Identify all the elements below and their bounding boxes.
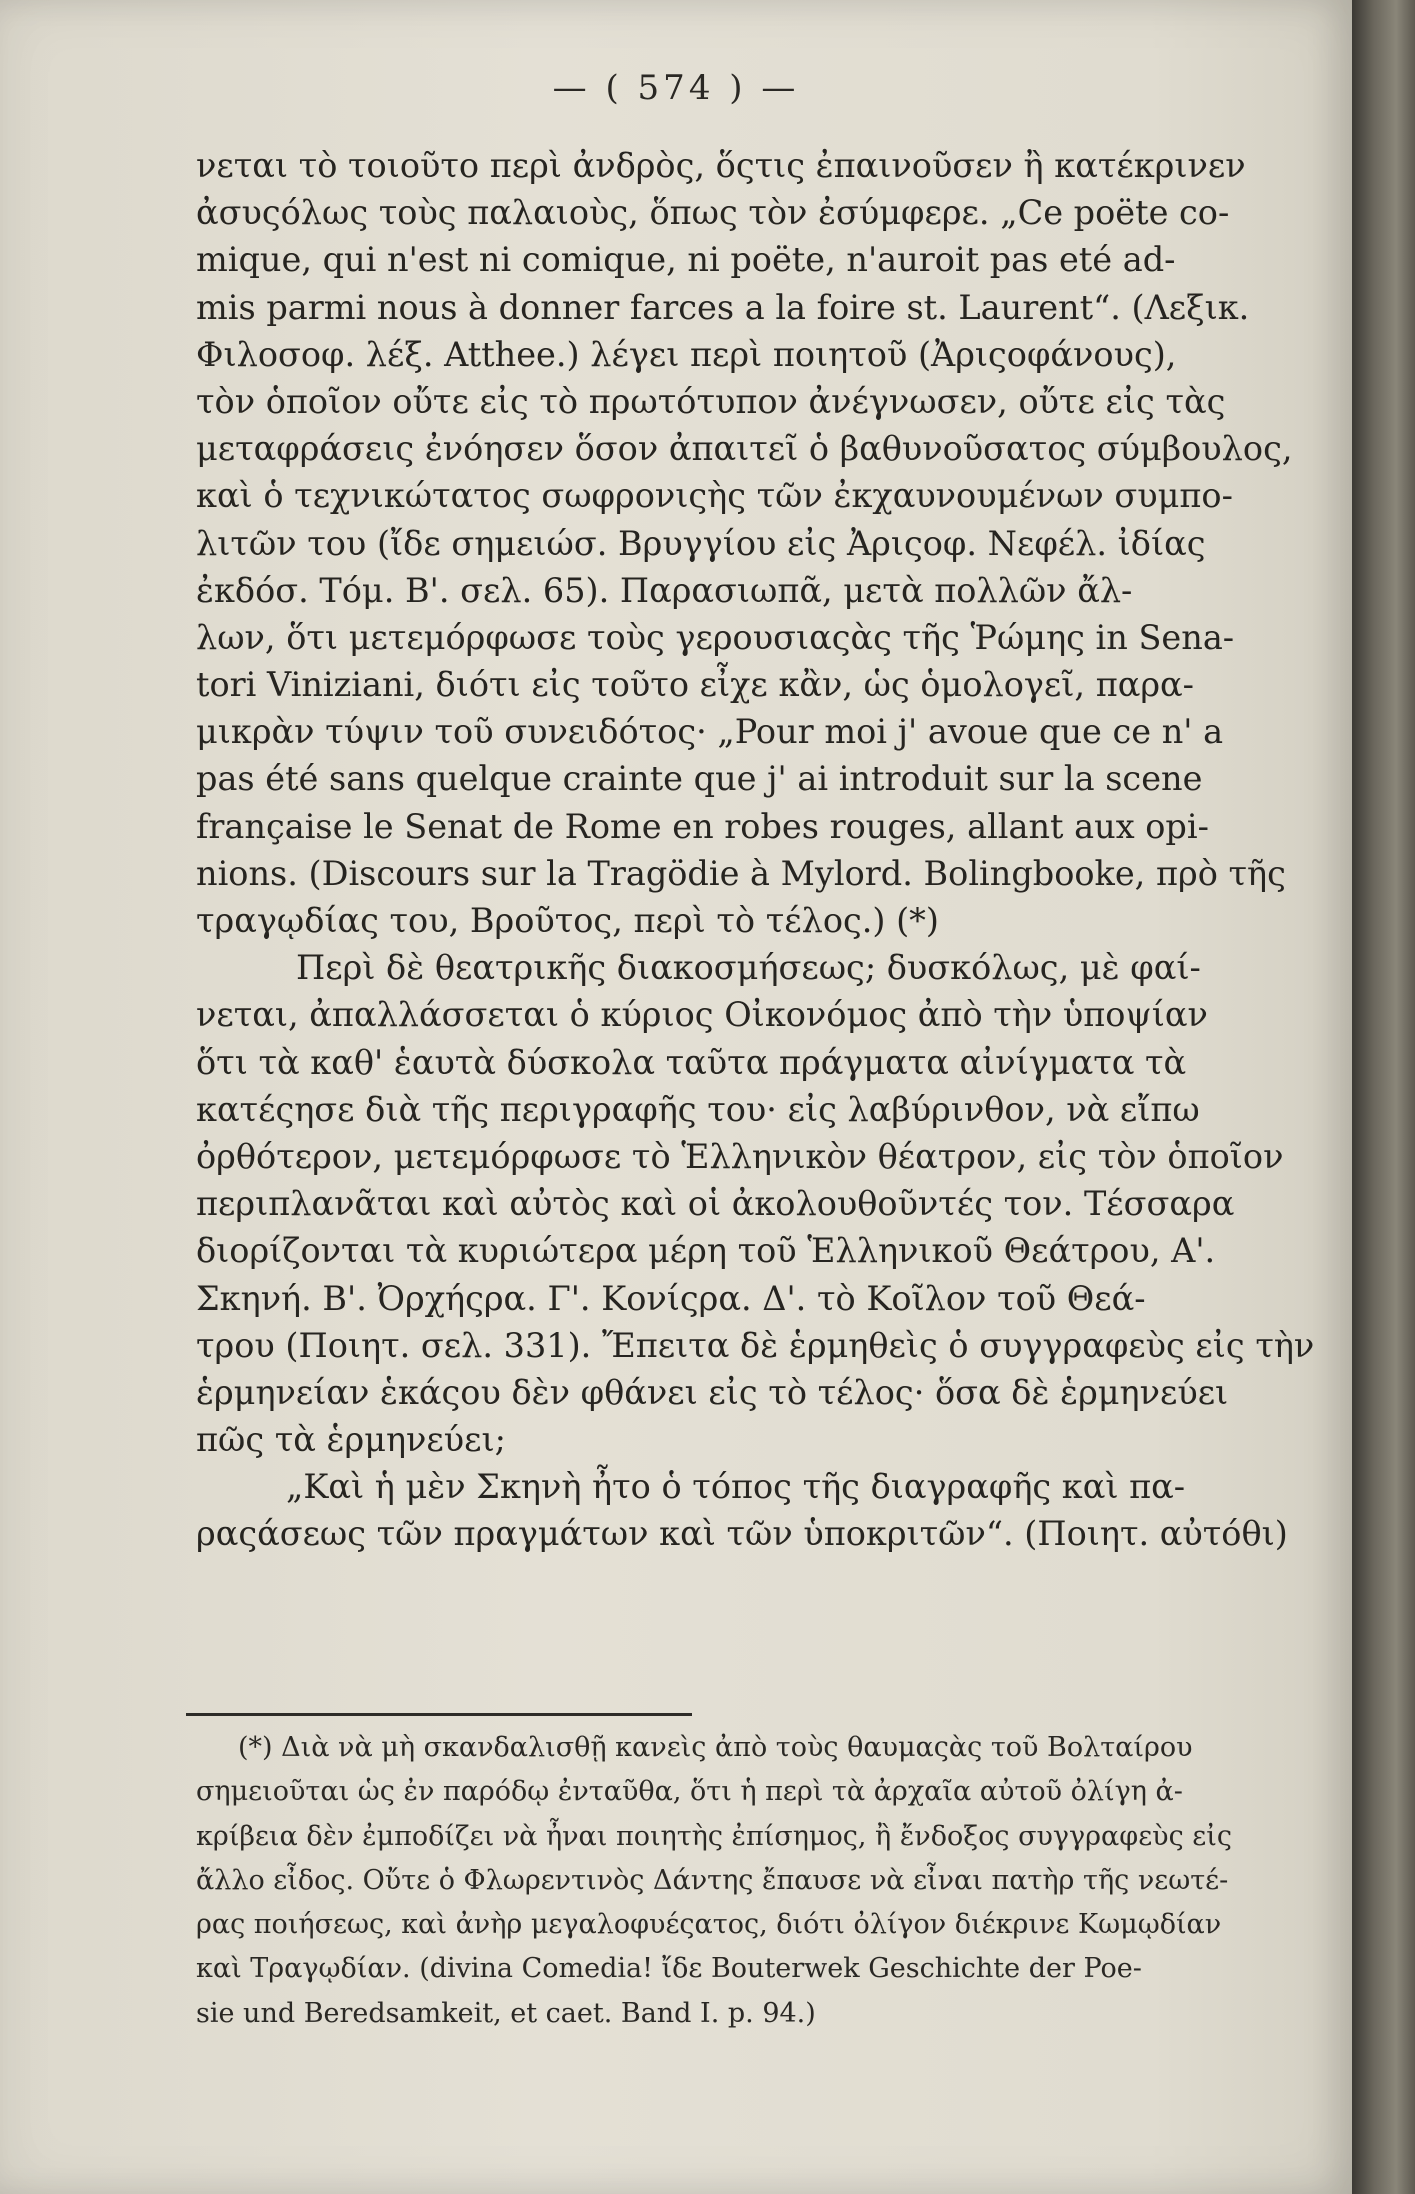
text-line: κατέςησε διὰ τῆς περιγραφῆς του· εἰς λαβύρινθον, νὰ εἴπω — [196, 1089, 1200, 1129]
text-line: διορίζονται τὰ κυριώτερα μέρη τοῦ Ἑλληνικοῦ Θεάτρου, Α'. — [196, 1231, 1216, 1271]
text-line: ἑρμηνείαν ἑκάςου δὲν φθάνει εἰς τὸ τέλος· ὅσα δὲ ἑρμηνεύει — [196, 1372, 1229, 1412]
text-line: ὅτι τὰ καθ' ἑαυτὰ δύσκολα ταῦτα πράγματα αἰνίγματα τὰ — [196, 1042, 1187, 1082]
text-line: μικρὰν τύψιν τοῦ συνειδότος· „Pour moi j' avoue que ce n' a — [196, 712, 1224, 752]
text-line: tori Viniziani, διότι εἰς τοῦτο εἶχε κἂν, ὡς ὁμολογεῖ, παρα- — [196, 665, 1194, 705]
text-line: πῶς τὰ ἑρμηνεύει; — [196, 1420, 506, 1460]
text-line: pas été sans quelque crainte que j' ai introduit sur la scene — [196, 759, 1203, 799]
footnote-line: κρίβεια δὲν ἐμποδίζει νὰ ἦναι ποιητὴς ἐπίσημος, ἢ ἔνδοξος συγγραφεὺς εἰς — [196, 1820, 1232, 1852]
text-line: Περὶ δὲ θεατρικῆς διακοσμήσεως; δυσκόλως, μὲ φαί- — [296, 948, 1201, 988]
text-line: ἐκδόσ. Τόμ. Β'. σελ. 65). Παρασιωπᾶ, μετὰ πολλῶν ἄλ- — [196, 570, 1133, 610]
text-line: mique, qui n'est ni comique, ni poëte, n'auroit pas eté ad- — [196, 240, 1176, 280]
main-text — [196, 142, 1328, 1558]
text-line: Σκηνή. Β'. Ὀρχήςρα. Γ'. Κονίςρα. Δ'. τὸ Κοῖλον τοῦ Θεά- — [196, 1278, 1146, 1318]
page-number: — ( 574 ) — — [552, 68, 800, 108]
text-line: mis parmi nous à donner farces a la foire st. Laurent“. (Λεξικ. — [196, 287, 1250, 327]
text-line: μεταφράσεις ἐνόησεν ὅσον ἀπαιτεῖ ὁ βαθυνοῦσατος σύμβουλος, — [196, 429, 1293, 469]
footnote-separator — [186, 1713, 692, 1716]
footnote-line: ρας ποιήσεως, καὶ ἀνὴρ μεγαλοφυέςατος, διότι ὀλίγον διέκρινε Κωμῳδίαν — [196, 1909, 1222, 1941]
text-line: τρου (Ποιητ. σελ. 331). Ἔπειτα δὲ ἑρμηθεὶς ὁ συγγραφεὺς εἰς τὴν — [196, 1325, 1315, 1365]
footnote — [196, 1726, 1328, 2036]
text-line: νεται τὸ τοιοῦτο περὶ ἀνδρὸς, ὅςτις ἐπαινοῦσεν ἢ κατέκρινεν — [196, 146, 1246, 185]
text-line: καὶ ὁ τεχνικώτατος σωφρονιςὴς τῶν ἐκχαυνουμένων συμπο- — [196, 476, 1233, 516]
text-line: Φιλοσοφ. λέξ. Atthee.) λέγει περὶ ποιητοῦ (Ἀριςοφάνους), — [196, 334, 1177, 374]
footnote-line: σημειοῦται ὡς ἐν παρόδῳ ἐνταῦθα, ὅτι ἡ περὶ τὰ ἀρχαῖα αὐτοῦ ὀλίγη ἀ- — [196, 1776, 1183, 1808]
text-line: λων, ὅτι μετεμόρφωσε τοὺς γερουσιαςὰς τῆς Ῥώμης in Sena- — [196, 617, 1235, 657]
text-line: ἀσυςόλως τοὺς παλαιοὺς, ὅπως τὸν ἐσύμφερε. „Ce poëte co- — [196, 193, 1230, 233]
text-line: française le Senat de Rome en robes rouges, allant aux opi- — [196, 806, 1209, 846]
text-line: ὀρθότερον, μετεμόρφωσε τὸ Ἑλληνικὸν θέατρον, εἰς τὸν ὁποῖον — [196, 1136, 1284, 1176]
text-line: nions. (Discours sur la Tragödie à Mylord. Bolingbooke, πρὸ τῆς — [196, 853, 1286, 893]
footnote-line: ἄλλο εἶδος. Οὔτε ὁ Φλωρεντινὸς Δάντης ἔπαυσε νὰ εἶναι πατὴρ τῆς νεωτέ- — [196, 1864, 1229, 1896]
text-line: νεται, ἀπαλλάσσεται ὁ κύριος Οἰκονόμος ἀπὸ τὴν ὑποψίαν — [196, 995, 1208, 1035]
text-line: ραςάσεως τῶν πραγμάτων καὶ τῶν ὑποκριτῶν“. (Ποιητ. αὐτόθι) — [196, 1514, 1288, 1554]
text-line: τραγῳδίας του, Βροῦτος, περὶ τὸ τέλος.) (*) — [196, 901, 940, 940]
book-gutter — [1352, 0, 1415, 2194]
text-line: τὸν ὁποῖον οὔτε εἰς τὸ πρωτότυπον ἀνέγνωσεν, οὔτε εἰς τὰς — [196, 381, 1226, 421]
footnote-line: (*) Διὰ νὰ μὴ σκανδαλισθῇ κανεὶς ἀπὸ τοὺς θαυμαςὰς τοῦ Βολταίρου — [238, 1732, 1193, 1763]
footnote-line: καὶ Τραγῳδίαν. (divina Comedia! ἴδε Bouterwek Geschichte der Poe- — [196, 1953, 1142, 1985]
text-line: „Καὶ ἡ μὲν Σκηνὴ ἦτο ὁ τόπος τῆς διαγραφῆς καὶ πα- — [286, 1467, 1186, 1507]
text-line: λιτῶν του (ἴδε σημειώσ. Βρυγγίου εἰς Ἀριςοφ. Νεφέλ. ἰδίας — [196, 523, 1206, 563]
text-line: περιπλανᾶται καὶ αὐτὸς καὶ οἱ ἀκολουθοῦντές τον. Τέσσαρα — [196, 1184, 1235, 1224]
footnote-line: sie und Beredsamkeit, et caet. Band I. p. 94.) — [196, 1997, 816, 2029]
